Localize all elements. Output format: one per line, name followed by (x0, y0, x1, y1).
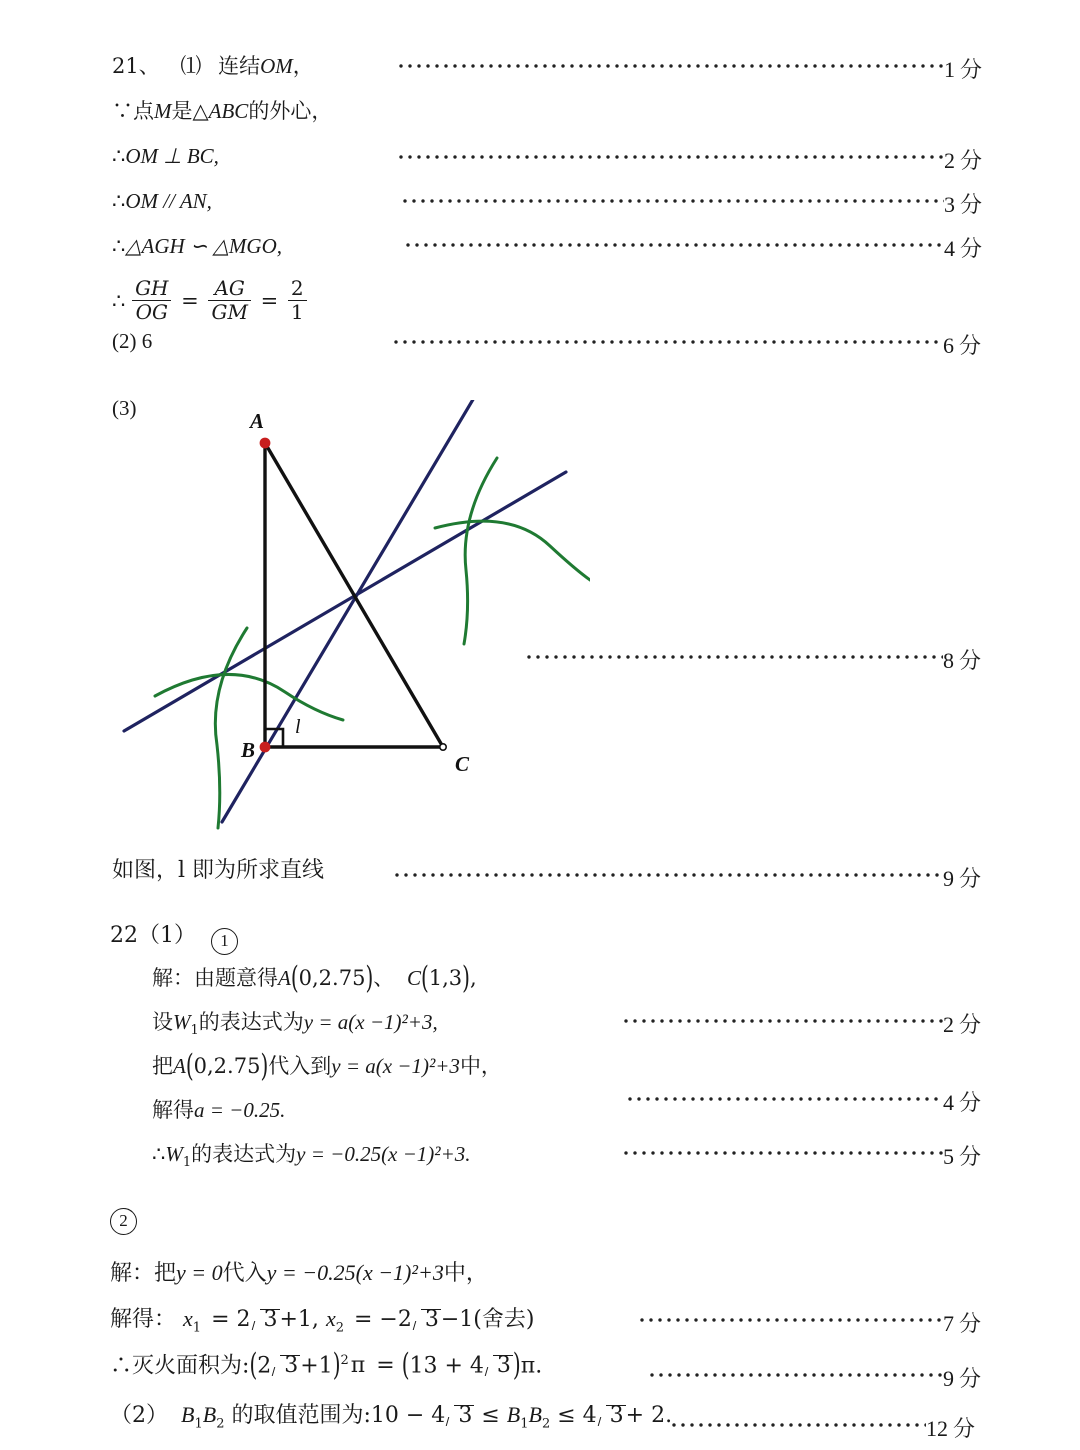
problem-21-fraction-line: ∴ $\frac{GH}{OG}$ = $\frac{AG}{GM}$ = $\frac{2}{1}$ (112, 278, 307, 325)
problem-22-p2-line-3: ∴灭火面积为:(2 3+1)$^2$π = (13 + 4 3 )π. (110, 1345, 543, 1383)
fraction-gh-og: $\frac{GH}{OG}$ (132, 277, 171, 324)
problem-22-part-2-range: （2） $B_1B_2$ 的取值范围为:10 − 4 $3 \le B_1B_2 \le 4$ 3+ 2. (110, 1402, 673, 1432)
score-22-4: 4 分 (943, 1090, 982, 1116)
leader-line-22-4 (628, 1097, 943, 1101)
circled-number-2: 2 (110, 1208, 137, 1235)
problem-22-p1-line-4: 解得a = −0.25. (152, 1098, 286, 1122)
leader-line-4 (406, 243, 944, 247)
score-4: 4 分 (944, 236, 983, 262)
leader-line-22-7 (640, 1318, 943, 1322)
fraction-2-1: $\frac{2}{1}$ (288, 277, 307, 324)
leader-line-8 (527, 655, 943, 659)
leader-line-22-9 (650, 1373, 943, 1377)
problem-21-part-2: (2) 6 (112, 329, 153, 353)
problem-21-line-2: ∴OM ⊥ BC, (112, 144, 219, 168)
leader-line-1 (399, 64, 944, 68)
problem-21-number: 21、 ⑴ 连结OM， (112, 54, 314, 78)
problem-21-line-3: ∴OM // AN, (112, 189, 212, 213)
score-22-7: 7 分 (943, 1311, 982, 1337)
leader-line-9 (395, 873, 943, 877)
vertex-point-c (440, 744, 446, 750)
score-22-5: 5 分 (943, 1144, 982, 1170)
problem-22-number: 22（1） 1 (110, 925, 238, 955)
score-1: 1 分 (944, 57, 983, 83)
problem-22-p1-line-1: 解：由题意得A(0,2.75)、 C(1,3), (152, 958, 477, 996)
score-8: 8 分 (943, 648, 982, 674)
compass-arc-upper-2 (464, 458, 497, 644)
problem-21-conclusion: 如图，l 即为所求直线 (112, 858, 325, 883)
leader-line-2 (399, 155, 944, 159)
vertex-label-a: A (249, 409, 265, 433)
score-3: 3 分 (944, 192, 983, 218)
score-22-12: 12 分 (926, 1416, 976, 1442)
leader-line-22-5 (624, 1151, 943, 1155)
problem-22-p2-line-2: 解得： $x_1 = 2$ 3+1, $x_2 = -2$ 3−1(舍去) (110, 1306, 535, 1336)
problem-22-p1-line-3: 把A(0,2.75)代入到y = a(x −1)²+3中， (152, 1046, 502, 1084)
leader-line-6 (394, 340, 943, 344)
problem-22-p2-line-1: 解：把y = 0代入y = −0.25(x −1)²+3中， (110, 1260, 488, 1286)
circled-number-2-wrap (110, 1208, 137, 1235)
problem-21-line-1: ∵点M是△ABC的外心， (112, 99, 333, 123)
leader-line-22-2 (624, 1019, 943, 1023)
leader-line-22-12 (672, 1423, 926, 1427)
problem-22-p1-line-5: $\therefore W_1$的表达式为y = −0.25(x −1)²+3. (152, 1142, 471, 1171)
problem-21-part-3-label: (3) (112, 396, 137, 420)
line-label-l: l (295, 716, 301, 738)
problem-22-p1-line-2: 设$W_1$的表达式为y = a(x −1)²+3, (152, 1010, 438, 1039)
vertex-label-c: C (455, 752, 470, 776)
construction-line-l (222, 400, 481, 822)
score-6: 6 分 (943, 333, 982, 359)
score-22-2: 2 分 (943, 1012, 982, 1038)
score-2: 2 分 (944, 148, 983, 174)
triangle-side-ac (265, 443, 443, 747)
score-9: 9 分 (943, 866, 982, 892)
vertex-label-b: B (240, 738, 256, 762)
problem-21-line-4: ∴△AGH ∽ △MGO, (112, 234, 283, 258)
vertex-point-a (260, 438, 271, 449)
vertex-point-b (260, 742, 271, 753)
compass-arc-upper-1 (435, 521, 590, 582)
geometry-construction-figure (110, 396, 530, 830)
circled-number-1: 1 (211, 928, 238, 955)
score-22-9: 9 分 (943, 1366, 982, 1392)
fraction-ag-gm: $\frac{AG}{GM}$ (208, 277, 250, 324)
compass-arc-lower-2 (215, 628, 247, 828)
leader-line-3 (403, 199, 944, 203)
perpendicular-bisector-line (124, 472, 566, 731)
